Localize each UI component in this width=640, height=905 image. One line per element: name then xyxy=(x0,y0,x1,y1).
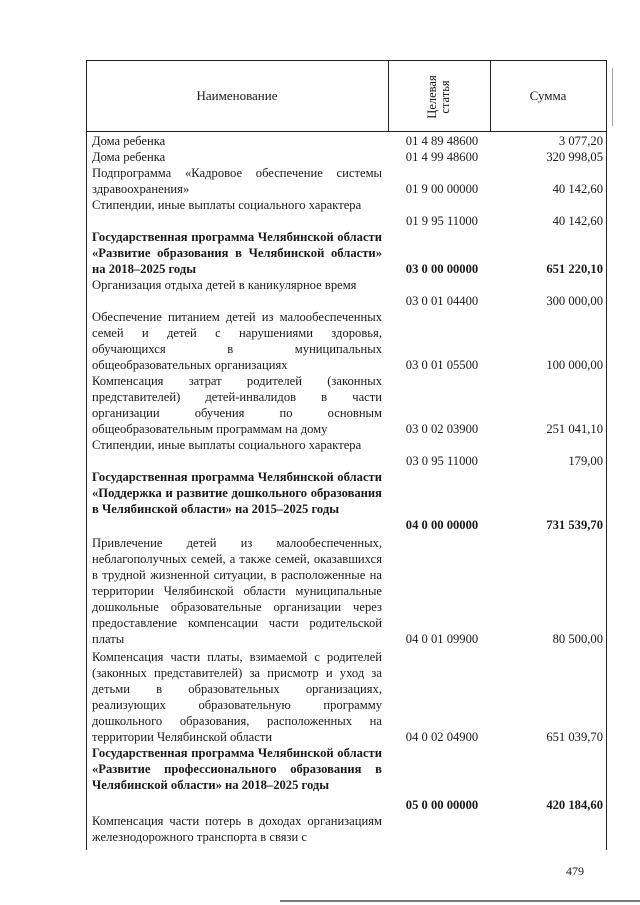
row-code: 03 0 95 11000 xyxy=(406,454,478,468)
row-name: Дома ребенка xyxy=(92,150,166,164)
row-name: Стипендии, иные выплаты социального характера xyxy=(92,438,362,452)
row-sum: 320 998,05 xyxy=(546,150,603,164)
row-name: Государственная программа Челябинской области «Поддержка и развитие дошкольного образования в Челябинской области» на 2015–2025 годы xyxy=(92,470,382,516)
row-name: Организация отдыха детей в каникулярное время xyxy=(92,278,357,292)
header-code-label-2: статья xyxy=(438,80,452,114)
row-name: Государственная программа Челябинской области «Развитие образования в Челябинской области» на 2018–2025 годы xyxy=(92,230,382,276)
row-name: Компенсация части потерь в доходах организациям железнодорожного транспорта в связи с xyxy=(92,814,382,844)
row-code: 03 0 02 03900 xyxy=(405,422,479,436)
row-sum: 40 142,60 xyxy=(552,214,603,228)
row-code: 01 4 99 48600 xyxy=(405,150,479,164)
page-number: 479 xyxy=(566,864,584,878)
row-sum: 651 220,10 xyxy=(546,262,603,276)
header-name-label: Наименование xyxy=(196,87,278,103)
row-name: Обеспечение питанием детей из малообеспеченных семей и детей с нарушениями здоровья, обучающихся в муниципальных общеобразовательных организациях xyxy=(92,310,382,372)
row-name: Привлечение детей из малообеспеченных, неблагополучных семей, а также семей, оказавшихся в трудной жизненной ситуации, в расположенные на территории Челябинской области муниципальные дошкольные образовательные организации через предоставление компенсации части родительской платы xyxy=(92,536,382,646)
header-name-cell xyxy=(86,60,388,131)
row-sum: 40 142,60 xyxy=(552,182,603,196)
header-bottom-border xyxy=(86,131,606,132)
row-code: 04 0 01 09900 xyxy=(405,632,479,646)
header-sum-label: Сумма xyxy=(529,87,567,103)
row-name: Компенсация части платы, взимаемой с родителей (законных представителей) за присмотр и уход за детьми в образовательных организациях, реализующих образовательную программу дошкольного образования, расположенных на территории Челябинской области xyxy=(92,650,382,744)
row-code: 03 0 01 05500 xyxy=(405,358,479,372)
row-code: 01 4 89 48600 xyxy=(405,134,479,148)
row-code: 04 0 00 00000 xyxy=(405,518,479,532)
row-code: 05 0 00 00000 xyxy=(405,798,479,812)
row-sum: 3 077,20 xyxy=(558,134,603,148)
scan-edge-line xyxy=(612,68,613,126)
row-sum: 651 039,70 xyxy=(546,730,603,744)
row-sum: 731 539,70 xyxy=(546,518,603,532)
row-sum: 80 500,00 xyxy=(552,632,603,646)
table-left-border xyxy=(86,60,87,850)
row-sum: 420 184,60 xyxy=(546,798,603,812)
row-sum: 100 000,00 xyxy=(546,358,603,372)
row-name: Подпрограмма «Кадровое обеспечение системы здравоохранения» xyxy=(92,166,382,196)
row-code: 01 9 00 00000 xyxy=(405,182,479,196)
row-code: 04 0 02 04900 xyxy=(405,730,479,744)
table-right-border xyxy=(606,60,607,850)
column-divider-1 xyxy=(388,60,389,131)
row-code: 03 0 00 00000 xyxy=(405,262,479,276)
header-sum-cell xyxy=(490,60,606,131)
row-name: Компенсация затрат родителей (законных представителей) детей-инвалидов в части организации обучения по основным общеобразовательным программам на дому xyxy=(92,374,382,436)
header-code-label-1: Целевая xyxy=(425,75,439,119)
header-code-cell xyxy=(426,57,452,137)
row-sum: 251 041,10 xyxy=(546,422,603,436)
row-name: Государственная программа Челябинской области «Развитие профессионального образования в Челябинской области» на 2018–2025 годы xyxy=(92,746,382,792)
scan-bottom-line xyxy=(280,900,640,902)
row-name: Дома ребенка xyxy=(92,134,166,148)
row-sum: 179,00 xyxy=(568,454,603,468)
row-name: Стипендии, иные выплаты социального характера xyxy=(92,198,362,212)
row-code: 01 9 95 11000 xyxy=(406,214,478,228)
row-sum: 300 000,00 xyxy=(546,294,603,308)
row-code: 03 0 01 04400 xyxy=(405,294,479,308)
